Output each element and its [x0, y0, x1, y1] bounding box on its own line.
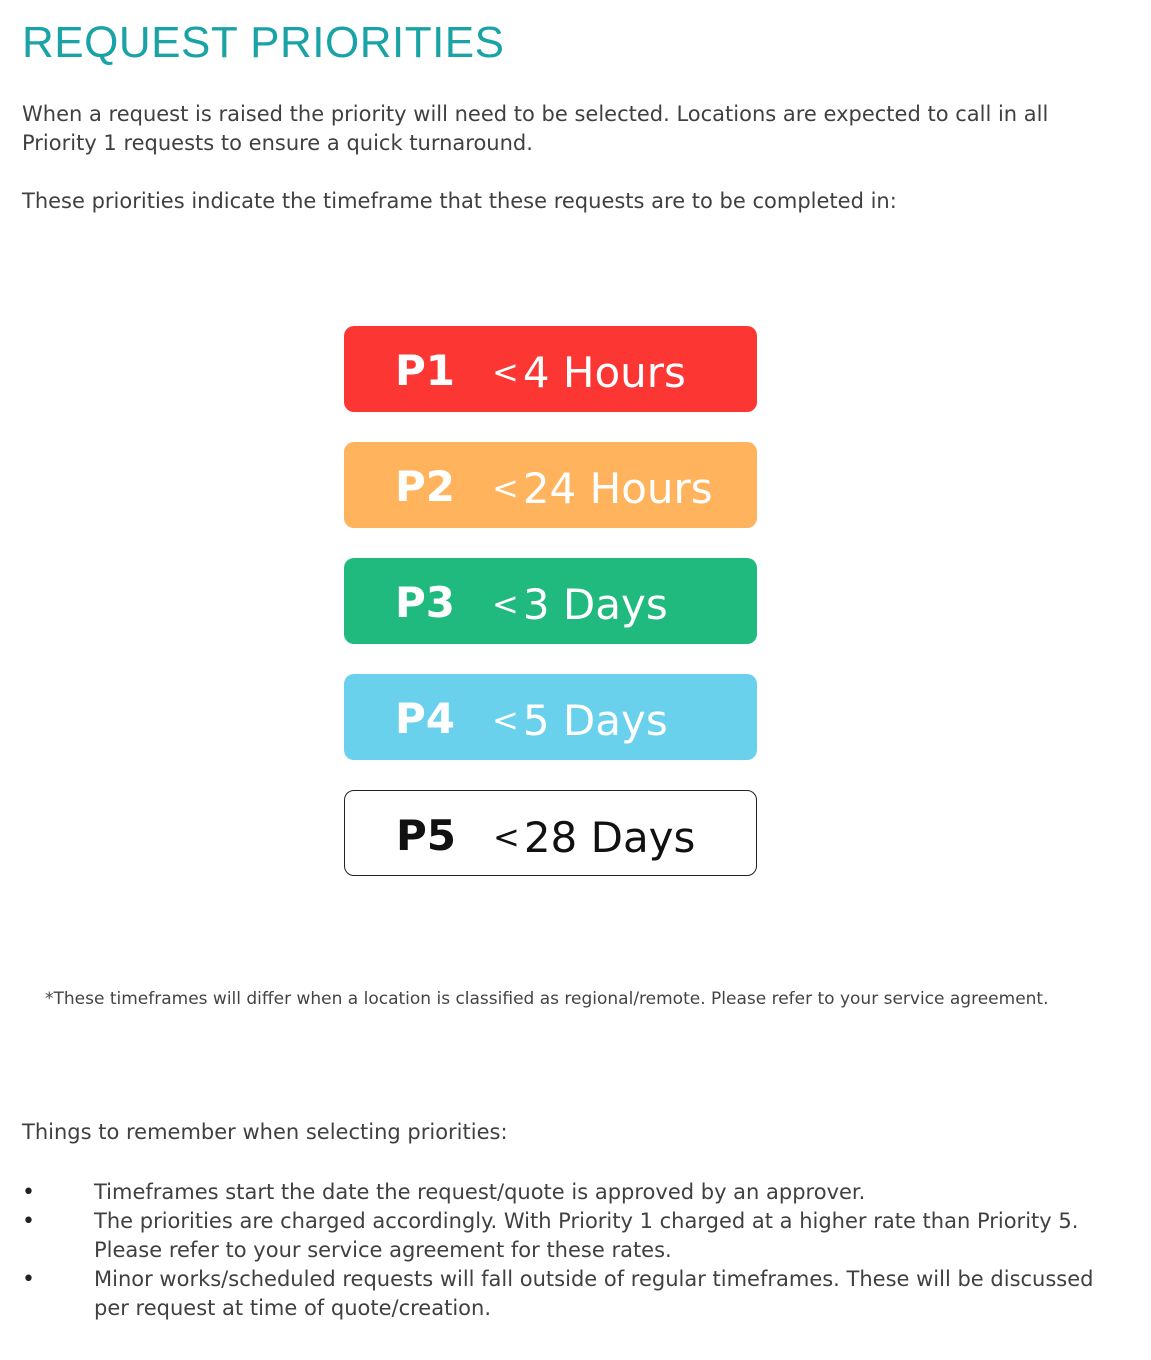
list-item-text: The priorities are charged accordingly. With Priority 1 charged at a higher rate than Priority 5. Please refer to your service agreement for these rates. [94, 1209, 1079, 1262]
remember-list [22, 1178, 1132, 1323]
priority-code: P3 [394, 578, 455, 627]
list-item [22, 1207, 1132, 1265]
less-than-symbol: < [492, 353, 519, 391]
bullet-icon: • [22, 1209, 35, 1234]
priority-badge-p2 [344, 442, 757, 528]
less-than-symbol: < [493, 818, 520, 856]
less-than-symbol: < [492, 585, 519, 623]
list-item [22, 1265, 1132, 1323]
list-item-text: Minor works/scheduled requests will fall outside of regular timeframes. These will be discussed per request at time of quote/creation. [94, 1267, 1094, 1320]
bullet-icon: • [22, 1267, 35, 1292]
priority-duration: 24 Hours [522, 464, 713, 513]
priority-code: P4 [394, 694, 455, 743]
priority-timeframe [492, 674, 668, 760]
priority-duration: 4 Hours [522, 348, 686, 397]
priority-timeframe [492, 326, 686, 412]
priority-code: P2 [394, 462, 455, 511]
less-than-symbol: < [492, 701, 519, 739]
priority-timeframe [492, 442, 713, 528]
page-title: REQUEST PRIORITIES [22, 18, 505, 67]
priority-badge-p1 [344, 326, 757, 412]
priority-badge-p3 [344, 558, 757, 644]
priority-code: P1 [394, 346, 455, 395]
bullet-icon: • [22, 1180, 35, 1205]
priority-badge-p5 [344, 790, 757, 876]
priority-duration: 28 Days [523, 813, 696, 862]
priority-duration: 3 Days [522, 580, 668, 629]
priority-badge-p4 [344, 674, 757, 760]
priority-timeframe [492, 558, 668, 644]
less-than-symbol: < [492, 469, 519, 507]
lead-paragraph: These priorities indicate the timeframe that these requests are to be completed in: [22, 189, 897, 213]
priority-timeframe [493, 791, 695, 877]
list-item-text: Timeframes start the date the request/quote is approved by an approver. [94, 1180, 866, 1204]
footnote: *These timeframes will differ when a location is classified as regional/remote. Please refer to your service agreement. [45, 989, 1049, 1009]
priority-duration: 5 Days [522, 696, 668, 745]
remember-heading: Things to remember when selecting priorities: [22, 1120, 508, 1144]
list-item [22, 1178, 1132, 1207]
intro-paragraph: When a request is raised the priority will need to be selected. Locations are expected to call in all Priority 1 requests to ensure a quick turnaround. [22, 102, 1049, 155]
priority-code: P5 [395, 811, 456, 860]
